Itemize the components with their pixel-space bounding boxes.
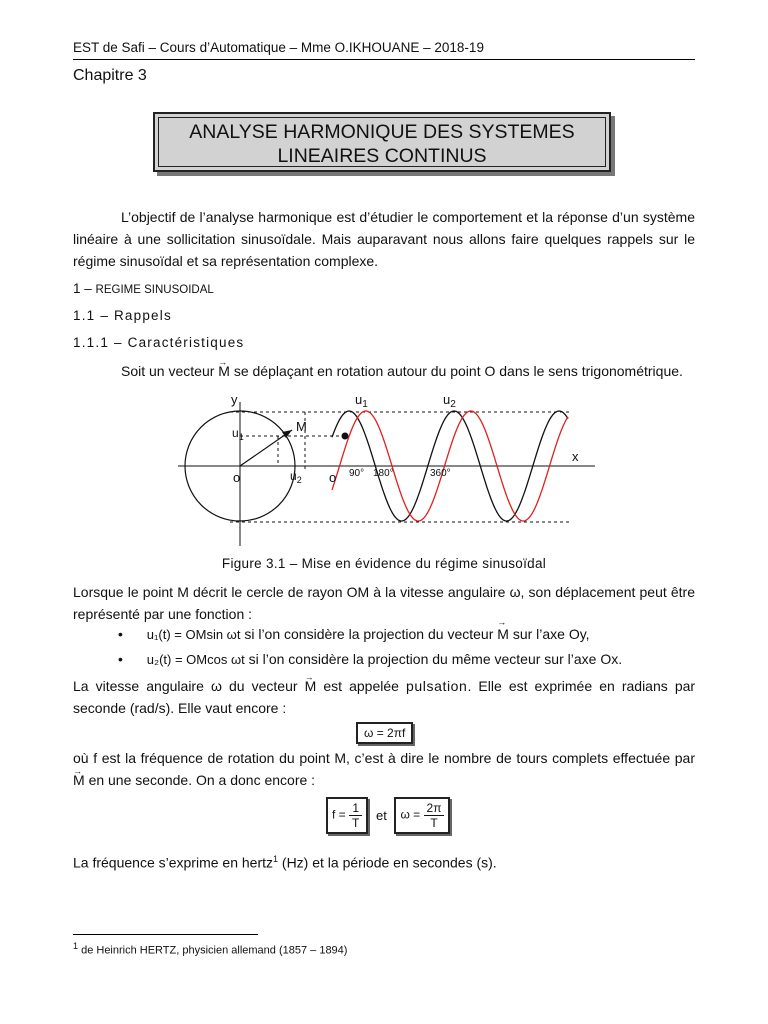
- vector-m: → M: [497, 626, 509, 642]
- label-y: y: [231, 392, 238, 407]
- label-90deg: 90°: [349, 468, 365, 479]
- para3-text-b: du vecteur: [228, 678, 298, 694]
- bullet-dot: •: [118, 626, 123, 642]
- section-1-1-heading: 1.1 – Rappels: [73, 308, 172, 323]
- para3-text-d: . Elle est exprimée en radians par seconde (rad/s). Elle vaut encore :: [73, 678, 696, 716]
- para4-text-a: où f est la fréquence de rotation du point M, c’est à dire le nombre de tours complets effectuée par: [73, 750, 695, 766]
- term-pulsation: pulsation: [406, 678, 468, 694]
- bullet-2-text: si l’on considère la projection du même vecteur sur l’axe Ox.: [248, 651, 623, 667]
- para5-text-a: La fréquence s’exprime en hertz: [73, 854, 273, 871]
- footnote: [73, 941, 347, 957]
- paragraph-angular-speed: [73, 581, 695, 625]
- footnote-number: 1: [73, 941, 79, 951]
- eq-et: et: [376, 808, 387, 823]
- chapter-label: Chapitre 3: [73, 67, 147, 84]
- label-o2: o: [329, 470, 337, 485]
- label-u1-axis: $u_1$: [232, 426, 244, 442]
- label-180deg: 180°: [373, 468, 394, 479]
- bullet-1: [118, 626, 590, 642]
- section-1-title: REGIME SINUSOIDAL: [95, 284, 214, 296]
- eq-f-num: 1: [349, 801, 362, 816]
- vector-om: [240, 430, 292, 466]
- para4-text-b: en une seconde. On a donc encore :: [88, 772, 316, 788]
- title-line-1: ANALYSE HARMONIQUE DES SYSTEMES: [189, 121, 575, 143]
- label-u1-curve: $u_1$: [355, 392, 368, 410]
- para3-text-a: La vitesse angulaire: [73, 678, 204, 694]
- equation-u2: u₂(t) = OMcos ωt: [146, 652, 245, 667]
- label-m: M: [296, 419, 307, 434]
- vector-sentence: [121, 360, 721, 382]
- omega-symbol: ω: [509, 584, 521, 600]
- para3-text-c: est appelée: [323, 678, 399, 694]
- eq-omega-lhs: ω =: [400, 807, 421, 822]
- title-line-2: LINEAIRES CONTINUS: [277, 145, 487, 167]
- bullet-1-end: sur l’axe Oy,: [512, 626, 590, 642]
- sentence-end: se déplaçant en rotation autour du point O dans le sens trigonométrique.: [233, 363, 683, 379]
- para2-text-a: Lorsque le point M décrit le cercle de rayon OM à la vitesse angulaire: [73, 584, 506, 600]
- paragraph-hertz: [73, 848, 695, 874]
- sinusoid-figure: [170, 388, 600, 548]
- eq-f-den: T: [352, 816, 360, 830]
- label-x: x: [572, 449, 579, 464]
- equation-omega-2pi-over-t: [394, 797, 450, 834]
- vector-m: → M: [73, 769, 85, 791]
- label-u2-axis: $u_2$: [290, 469, 302, 485]
- equation-f-1-over-t: [326, 797, 368, 834]
- header-rule: [73, 59, 695, 60]
- eq-f-lhs: f =: [332, 807, 346, 822]
- footnote-text: de Heinrich HERTZ, physicien allemand (1857 – 1894): [81, 944, 348, 957]
- sentence-start: Soit un vecteur: [121, 363, 215, 379]
- label-o1: o: [233, 470, 241, 485]
- label-u2-curve: $u_2$: [443, 392, 456, 410]
- paragraph-frequency: [73, 747, 695, 791]
- chapter-title-box: [153, 112, 611, 172]
- intro-paragraph: L’objectif de l’analyse harmonique est d’étudier le comportement et la réponse d’un système linéaire à une sollicitation sinusoïdale. Mais auparavant nous allons faire quelques rappels sur le régime sinusoïdal et sa représentation complexe.: [73, 209, 695, 269]
- figure-caption: Figure 3.1 – Mise en évidence du régime sinusoïdal: [221, 556, 547, 571]
- equation-u1: u₁(t) = OMsin ωt: [146, 627, 241, 642]
- bullet-2: [118, 651, 622, 667]
- section-1-heading: [73, 281, 214, 296]
- section-1-number: 1 –: [73, 281, 92, 296]
- paragraph-pulsation: [73, 675, 695, 719]
- equations-row: [326, 797, 450, 834]
- para5-text-b: (Hz) et la période en secondes (s).: [281, 854, 497, 871]
- footnote-rule: [73, 934, 258, 935]
- page-header: EST de Safi – Cours d’Automatique – Mme O.IKHOUANE – 2018-19: [73, 40, 484, 55]
- label-360deg: 360°: [430, 468, 451, 479]
- section-1-1-1-heading: 1.1.1 – Caractéristiques: [73, 335, 245, 350]
- equation-omega-2pif: ω = 2πf: [356, 722, 413, 744]
- omega-symbol: ω: [210, 678, 222, 694]
- point-m: [342, 433, 349, 440]
- bullet-dot: •: [118, 651, 123, 667]
- eq-omega-den: T: [430, 816, 438, 830]
- footnote-ref: 1: [273, 854, 279, 864]
- bullet-1-text: si l’on considère la projection du vecteur: [244, 626, 494, 642]
- para2-text-b: , son déplacement peut être représenté par une fonction :: [73, 584, 696, 622]
- eq-omega-num: 2π: [424, 801, 445, 816]
- vector-m: → M: [305, 675, 317, 697]
- vector-m: → M: [218, 360, 230, 382]
